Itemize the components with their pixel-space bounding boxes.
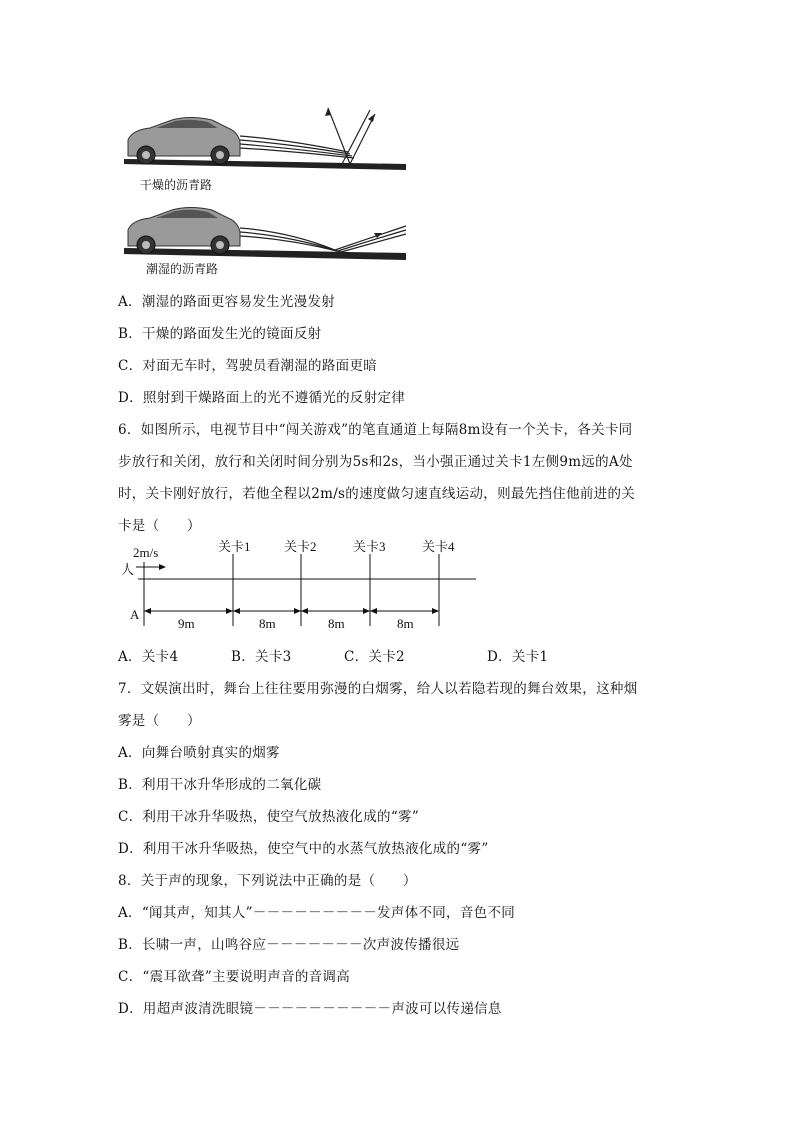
wet-road-caption: 潮湿的沥青路 xyxy=(146,262,219,276)
road-reflection-figure xyxy=(120,104,410,276)
q6-stem-line-4: 卡是（ ） xyxy=(118,518,201,534)
gate-2-label: 关卡2 xyxy=(284,539,317,554)
point-a-label: A xyxy=(130,607,140,622)
q8-option-c: C．“震耳欲聋”主要说明声音的音调高 xyxy=(118,969,351,985)
gate-3-label: 关卡3 xyxy=(353,539,386,554)
q7-option-d: D．利用干冰升华吸热，使空气中的水蒸气放热液化成的“雾” xyxy=(118,841,489,857)
q7-option-a: A．向舞台喷射真实的烟雾 xyxy=(118,745,280,761)
gates-diagram-svg xyxy=(118,536,488,636)
q6-options-row xyxy=(118,645,548,665)
distance-a-gate1: 9m xyxy=(178,616,195,631)
q6-option-b: B．关卡3 xyxy=(231,649,292,665)
q5-option-a: A．潮湿的路面更容易发生光漫发射 xyxy=(118,294,336,310)
gate-1-label: 关卡1 xyxy=(218,539,251,554)
q8-option-a: A．“闻其声，知其人”－－－－－－－－－发声体不同，音色不同 xyxy=(118,905,516,921)
q6-stem-line-3: 时，关卡刚好放行，若他全程以2m/s的速度做匀速直线运动，则最先挡住他前进的关 xyxy=(118,486,636,502)
distance-gate3-gate4: 8m xyxy=(397,616,414,631)
distance-gate2-gate3: 8m xyxy=(328,616,345,631)
q5-option-d: D．照射到干燥路面上的光不遵循光的反射定律 xyxy=(118,390,406,406)
gate-4-label: 关卡4 xyxy=(422,539,455,554)
q7-option-b: B．利用干冰升华形成的二氧化碳 xyxy=(118,777,322,793)
q8-option-b: B．长啸一声，山鸣谷应－－－－－－－次声波传播很远 xyxy=(118,937,460,953)
wet-road-scene xyxy=(124,208,406,261)
q7-option-c: C．利用干冰升华吸热，使空气放热液化成的“雾” xyxy=(118,809,420,825)
person-label: 人 xyxy=(121,562,135,577)
q8-stem: 8．关于声的现象，下列说法中正确的是（ ） xyxy=(118,873,417,889)
q6-stem-line-1: 6．如图所示，电视节目中“闯关游戏”的笔直通道上每隔8m设有一个关卡，各关卡同 xyxy=(118,422,633,438)
distance-gate1-gate2: 8m xyxy=(259,616,276,631)
dry-road-caption: 干燥的沥青路 xyxy=(140,178,213,192)
q5-option-b: B．干燥的路面发生光的镜面反射 xyxy=(118,326,322,342)
q6-option-c: C．关卡2 xyxy=(344,649,405,665)
q8-option-d: D．用超声波清洗眼镜－－－－－－－－－－声波可以传递信息 xyxy=(118,1001,502,1017)
q6-option-a: A．关卡4 xyxy=(118,649,179,665)
dry-road-scene xyxy=(124,108,406,170)
q6-option-d: D．关卡1 xyxy=(487,649,549,665)
speed-label: 2m/s xyxy=(133,545,159,560)
gates-diagram xyxy=(118,536,488,636)
q7-stem-line-2: 雾是（ ） xyxy=(118,713,201,729)
q6-stem-line-2: 步放行和关闭，放行和关闭时间分别为5s和2s，当小强正通过关卡1左侧9m远的A处 xyxy=(118,454,633,470)
q5-option-c: C．对面无车时，驾驶员看潮湿的路面更暗 xyxy=(118,358,378,374)
q7-stem-line-1: 7．文娱演出时，舞台上往往要用弥漫的白烟雾，给人以若隐若现的舞台效果，这种烟 xyxy=(118,681,638,697)
